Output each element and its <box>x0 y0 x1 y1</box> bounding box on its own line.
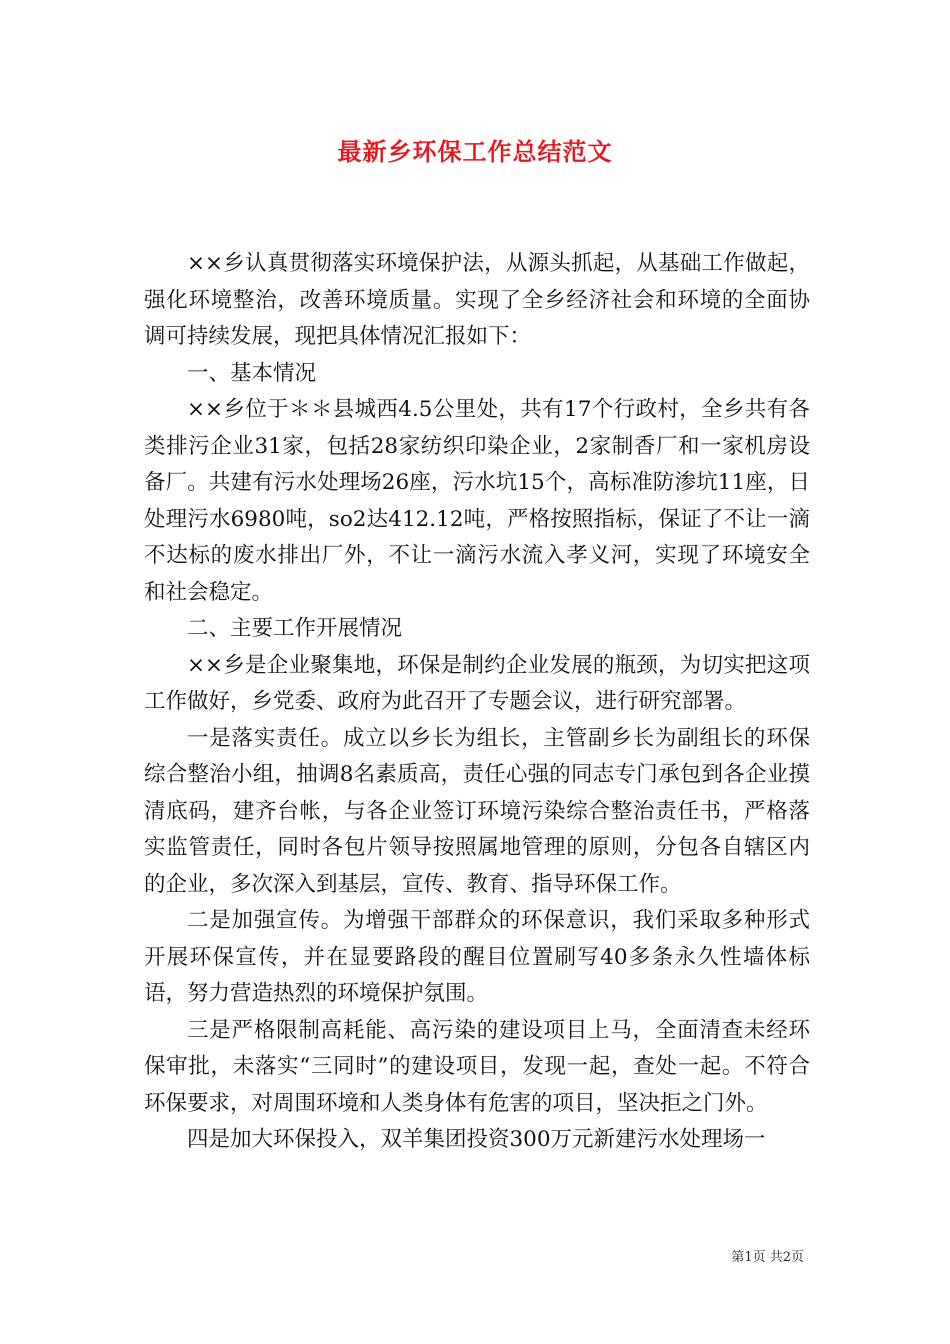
document-title: 最新乡环保工作总结范文 <box>337 138 613 166</box>
paragraph-work-intro: ××乡是企业聚集地，环保是制约企业发展的瓶颈，为切实把这项工作做好，乡党委、政府为此召开了专题会议，进行研究部署。 <box>144 652 810 714</box>
section-heading-work: 二、主要工作开展情况 <box>187 616 403 641</box>
paragraph-project-control: 三是严格限制高耗能、高污染的建设项目上马，全面清查未经环保审批，未落实“三同时”的建设项目，发现一起，查处一起。不符合环保要求，对周围环境和人类身体有危害的项目，坚决拒之门外。 <box>144 1017 810 1116</box>
paragraph-publicity: 二是加强宣传。为增强干部群众的环保意识，我们采取多种形式开展环保宣传，并在显要路段的醒目位置刷写40多条永久性墙体标语，努力营造热烈的环境保护氛围。 <box>144 908 810 1006</box>
section-heading-basic: 一、基本情况 <box>187 360 317 386</box>
paragraph-intro: ××乡认真贯彻落实环境保护法，从源头抓起，从基础工作做起，强化环境整治，改善环境质量。实现了全乡经济社会和环境的全面协调可持续发展，现把具体情况汇报如下： <box>144 251 810 349</box>
paragraph-responsibility: 一是落实责任。成立以乡长为组长，主管副乡长为副组长的环保综合整治小组，抽调8名素质高，责任心强的同志专门承包到各企业摸清底码，建齐台帐，与各企业签订环境污染综合整治责任书，严格落实监管责任，同时各包片领导按照属地管理的原则，分包各自辖区内的企业，多次深入到基层，宣传、教育、指导环保工作。 <box>144 725 810 897</box>
document-body <box>144 246 810 1159</box>
page-indicator: 第1页 共2页 <box>731 1250 804 1265</box>
paragraph-basic-info: ××乡位于＊＊县城西4.5公里处，共有17个行政村，全乡共有各类排污企业31家，包括28家纺织印染企业，2家制香厂和一家机房设备厂。共建有污水处理场26座，污水坑15个，高标准防渗坑11座，日处理污水6980吨，so2达412.12吨，严格按照指标，保证了不让一滴不达标的废水排出厂外，不让一滴污水流入孝义河，实现了环境安全和社会稳定。 <box>144 397 810 605</box>
paragraph-investment: 四是加大环保投入，双羊集团投资300万元新建污水处理场一 <box>187 1127 766 1152</box>
